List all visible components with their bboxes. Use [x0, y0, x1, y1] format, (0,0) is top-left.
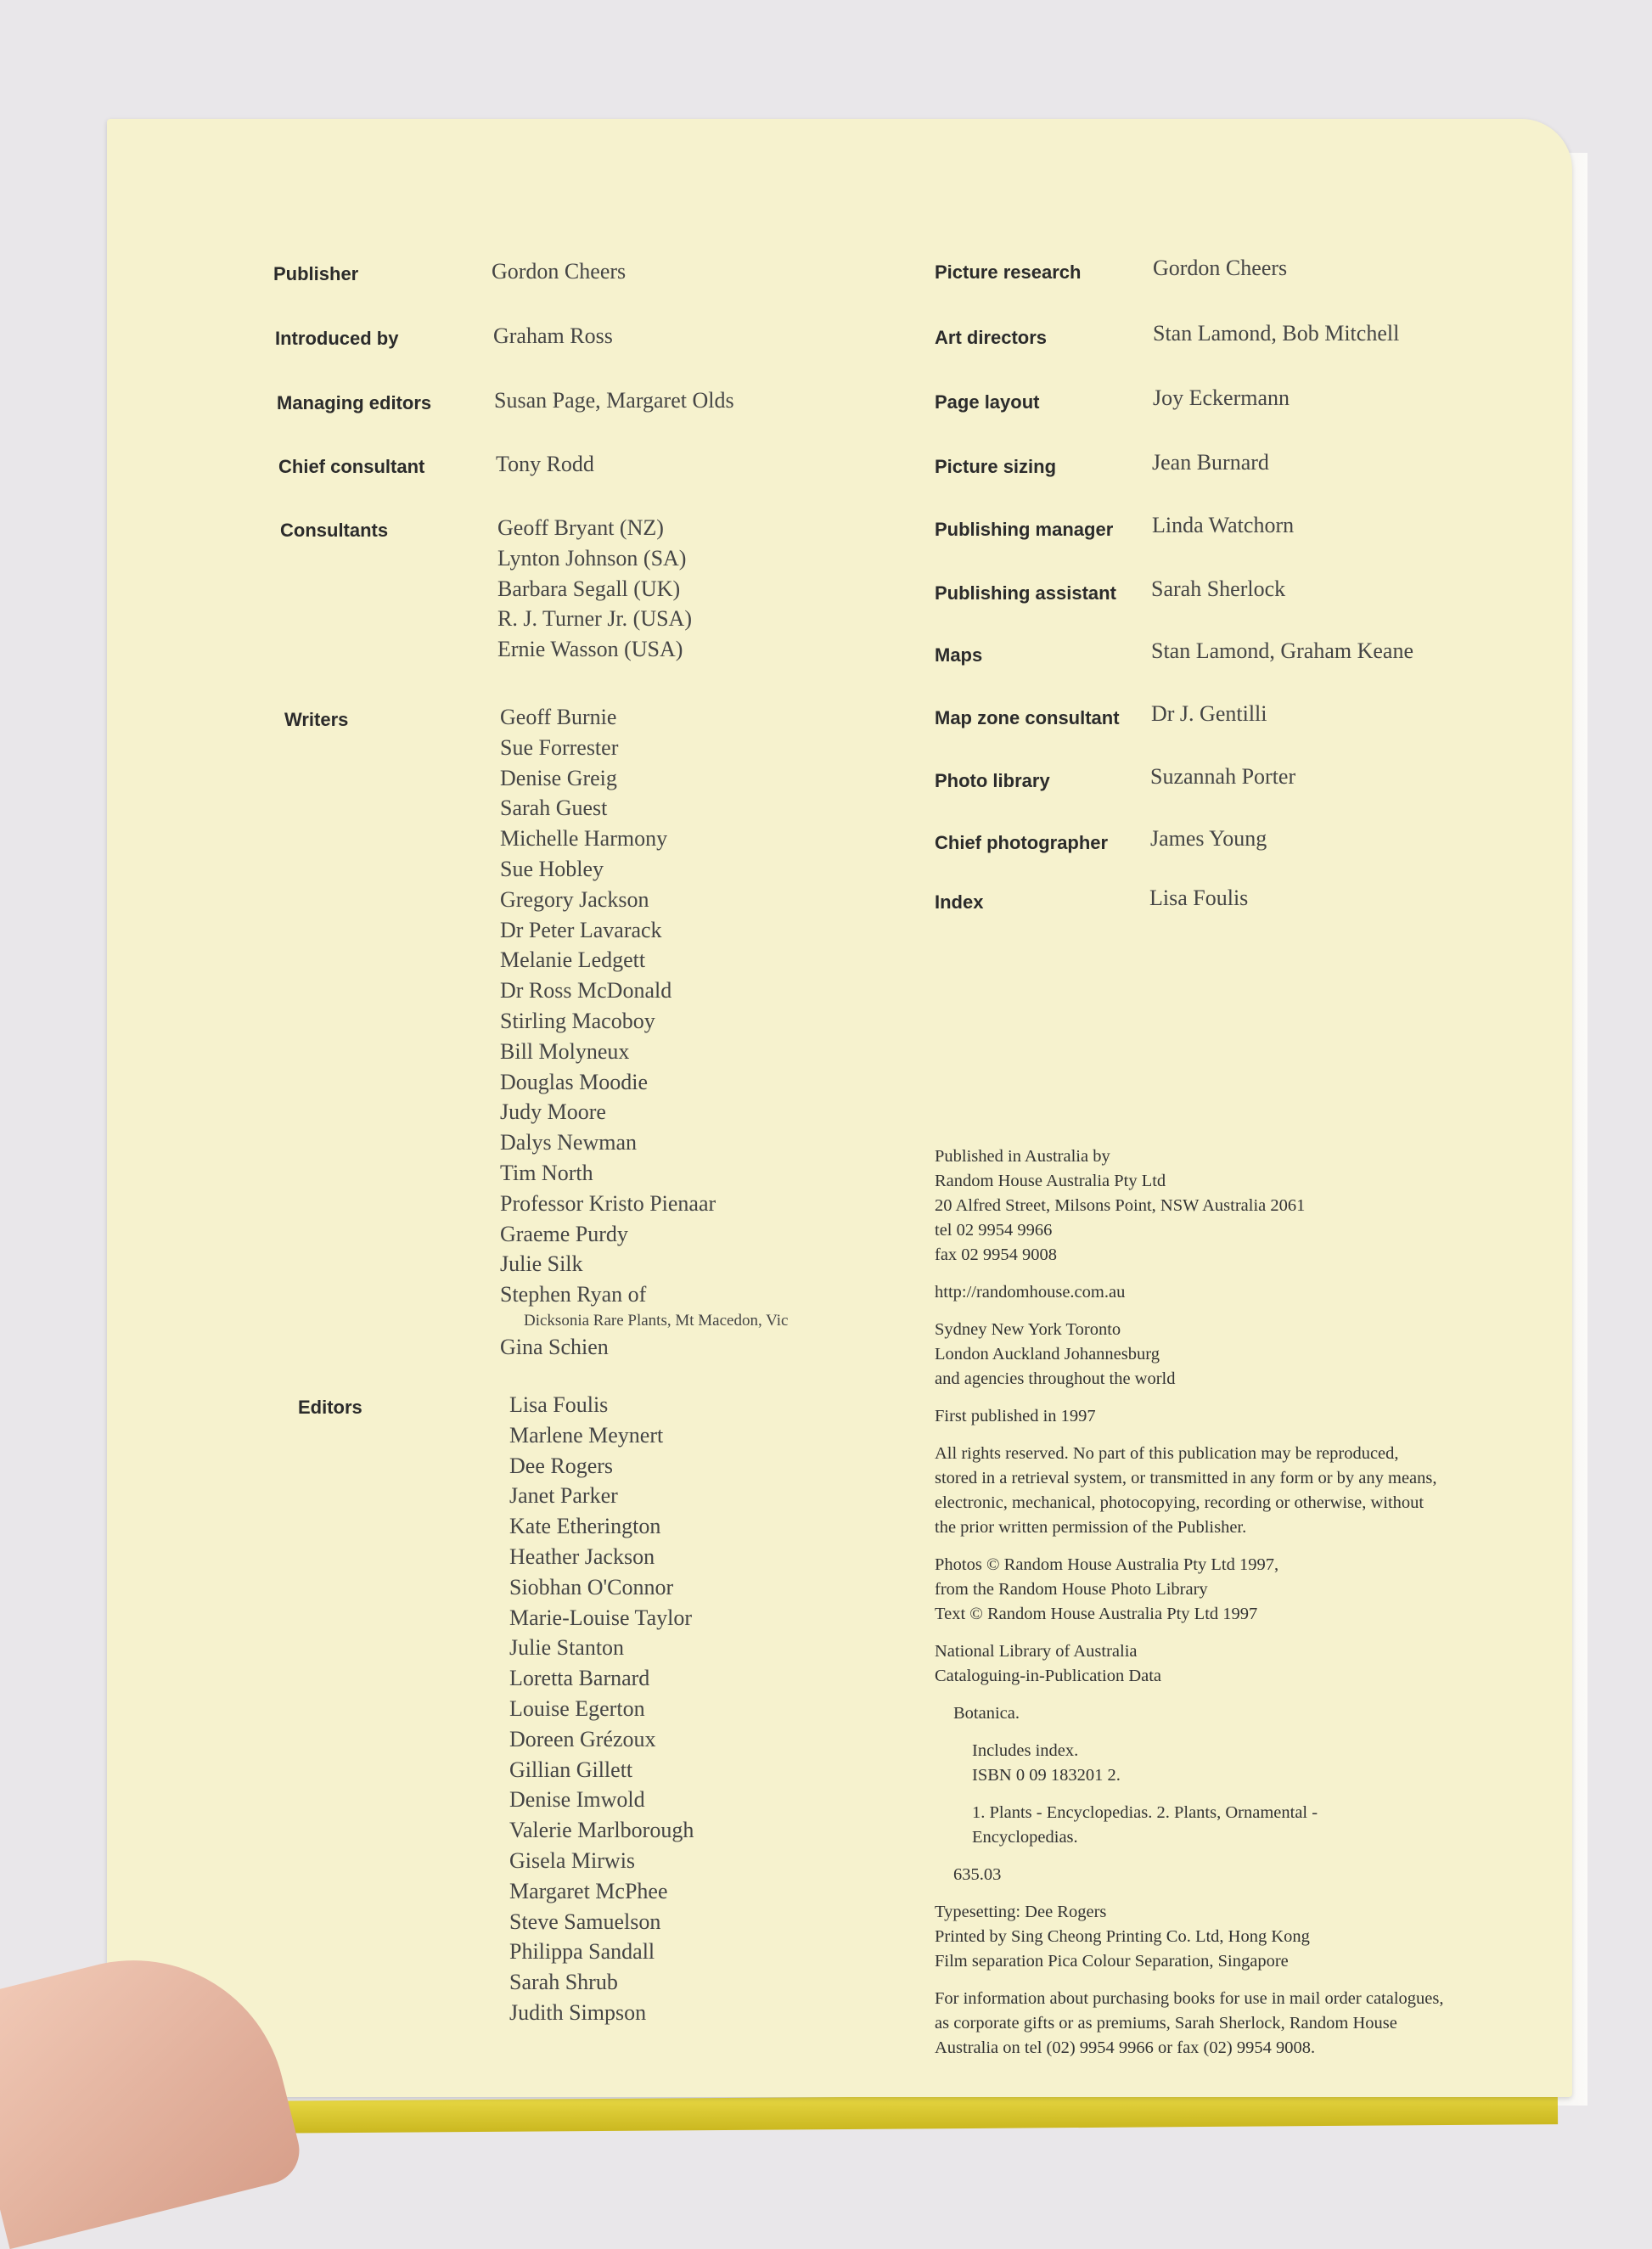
cip-classification: 635.03: [953, 1865, 1002, 1884]
cip-subjects: 1. Plants - Encyclopedias. 2. Plants, Ornamental - Encyclopedias.: [972, 1803, 1318, 1847]
credit-name: Gisela Mirwis: [509, 1847, 636, 1873]
credit-role: Publishing manager: [935, 519, 1114, 540]
credit-name: Lynton Johnson (SA): [497, 545, 687, 571]
credit-name: Doreen Grézoux: [509, 1726, 656, 1751]
credit-role: Art directors: [935, 327, 1048, 348]
credit-names: [493, 321, 613, 351]
credit-name: Dr J. Gentilli: [1151, 701, 1267, 726]
credit-name: Bill Molyneux: [500, 1038, 630, 1064]
credit-name: Marie-Louise Taylor: [509, 1605, 693, 1630]
credit-name: Gregory Jackson: [500, 886, 649, 912]
credit-names: [494, 385, 734, 416]
credit-name: Suzannah Porter: [1150, 764, 1296, 789]
credit-role: Picture sizing: [935, 456, 1057, 477]
credit-names: [1151, 574, 1285, 604]
production-credits: Typesetting: Dee Rogers Printed by Sing Cheong Printing Co. Ltd, Hong Kong Film separation Pica Colour Separation, Singapore: [935, 1903, 1310, 1971]
credit-name: Ernie Wasson (USA): [497, 637, 683, 662]
credit-name: Philippa Sandall: [509, 1939, 655, 1965]
credit-name: Heather Jackson: [509, 1543, 655, 1569]
credit-name: Gordon Cheers: [492, 259, 627, 284]
credit-name: Douglas Moodie: [500, 1069, 649, 1094]
credit-names: [500, 702, 788, 1363]
credit-role: Map zone consultant: [935, 707, 1120, 728]
publisher-cities: Sydney New York Toronto London Auckland Johannesburg and agencies throughout the world: [935, 1320, 1176, 1388]
credit-role: Picture research: [935, 261, 1082, 283]
credit-name: Stan Lamond, Graham Keane: [1151, 638, 1414, 663]
credit-role: Maps: [935, 644, 983, 666]
credit-name: Denise Imwold: [509, 1787, 645, 1813]
credit-name: Sarah Guest: [500, 796, 608, 821]
credit-name: Tony Rodd: [496, 452, 594, 476]
credit-names: [1152, 447, 1269, 478]
copyright-notice: Photos © Random House Australia Pty Ltd 1997, from the Random House Photo Library Text © Random House Australia Pty Ltd 1997: [935, 1555, 1279, 1623]
credit-name: Lisa Foulis: [509, 1392, 609, 1417]
credit-name: Gina Schien: [500, 1334, 609, 1359]
credit-name: Joy Eckermann: [1153, 385, 1290, 410]
credit-names: [1152, 510, 1294, 541]
credit-name: Dee Rogers: [509, 1453, 614, 1478]
credit-name: R. J. Turner Jr. (USA): [497, 606, 692, 632]
credit-name: Gillian Gillett: [509, 1757, 633, 1782]
credit-names: [1149, 883, 1248, 914]
credit-name: Sarah Shrub: [509, 1970, 618, 1995]
purchasing-info: For information about purchasing books for use in mail order catalogues, as corporate gifts or as premiums, Sarah Sherlock, Random House Australia on tel (02) 9954 9966 or fax (02) 9954 9008.: [935, 1989, 1444, 2057]
credit-names: [1151, 636, 1413, 666]
credit-name: Margaret McPhee: [509, 1878, 668, 1903]
credit-role: Chief consultant: [278, 456, 425, 477]
credit-name: Kate Etherington: [509, 1514, 661, 1539]
credit-names: [496, 449, 594, 480]
credit-name: Professor Kristo Pienaar: [500, 1190, 716, 1216]
credit-name: Graeme Purdy: [500, 1221, 628, 1246]
cip-title: Botanica.: [953, 1704, 1020, 1723]
credit-names: [1150, 762, 1295, 792]
credit-name: Marlene Meynert: [509, 1422, 664, 1448]
credit-name: Judith Simpson: [509, 1999, 647, 2025]
credit-name: Sue Forrester: [500, 734, 619, 760]
credit-name: Geoff Bryant (NZ): [497, 515, 664, 540]
credit-name: Valerie Marlborough: [509, 1818, 694, 1843]
credit-name: Linda Watchorn: [1152, 513, 1295, 537]
credit-name: Denise Greig: [500, 765, 617, 790]
credit-role: Introduced by: [275, 328, 399, 349]
credit-role: Chief photographer: [935, 832, 1109, 853]
credit-name: Siobhan O'Connor: [509, 1574, 674, 1600]
credit-name: Steve Samuelson: [509, 1909, 661, 1934]
publisher-address: Published in Australia by Random House Australia Pty Ltd 20 Alfred Street, Milsons Point, NSW Australia 2061 tel 02 9954 9966 fax 02 9954 9008: [935, 1147, 1306, 1264]
credit-name: Jean Burnard: [1152, 450, 1269, 475]
credit-names: [1153, 253, 1287, 284]
credit-note: Dicksonia Rare Plants, Mt Macedon, Vic: [524, 1311, 789, 1330]
credit-role: Managing editors: [277, 392, 432, 413]
credit-name: Dalys Newman: [500, 1130, 638, 1155]
credit-name: Sue Hobley: [500, 856, 604, 881]
credit-names: [497, 513, 692, 665]
credit-name: James Young: [1150, 826, 1267, 851]
credit-name: Geoff Burnie: [500, 705, 617, 729]
credit-names: [1153, 383, 1290, 413]
credit-role: Publishing assistant: [935, 582, 1116, 604]
credit-name: Stephen Ryan of: [500, 1282, 647, 1307]
credit-name: Janet Parker: [509, 1483, 618, 1509]
nla-heading: National Library of Australia Cataloguing-in-Publication Data: [935, 1642, 1162, 1685]
credit-names: [1150, 824, 1267, 854]
credit-name: Gordon Cheers: [1153, 256, 1288, 280]
credit-name: Stan Lamond, Bob Mitchell: [1153, 321, 1400, 346]
credit-names: [492, 256, 626, 287]
credit-name: Stirling Macoboy: [500, 1008, 655, 1033]
credit-role: Index: [935, 891, 984, 913]
credit-name: Tim North: [500, 1160, 593, 1185]
credit-name: Graham Ross: [493, 323, 613, 348]
first-published: First published in 1997: [935, 1407, 1096, 1425]
credit-name: Barbara Segall (UK): [497, 576, 681, 601]
credit-role: Publisher: [273, 263, 359, 284]
credit-name: Dr Ross McDonald: [500, 978, 672, 1004]
credit-name: Julie Stanton: [509, 1635, 625, 1661]
credit-name: Julie Silk: [500, 1251, 583, 1277]
credit-name: Loretta Barnard: [509, 1666, 650, 1691]
credit-name: Judy Moore: [500, 1099, 606, 1125]
credit-name: Susan Page, Margaret Olds: [494, 388, 734, 413]
credit-name: Lisa Foulis: [1149, 886, 1249, 910]
credit-role: Writers: [284, 709, 349, 730]
rights-statement: All rights reserved. No part of this publication may be reproduced, stored in a retrieval system, or transmitted in any form or by any means, electronic, mechanical, photocopying, recording or otherwise, without the prior written permission of the Publisher.: [935, 1444, 1437, 1537]
publication-details: [935, 1144, 1444, 2073]
website-link: http://randomhouse.com.au: [935, 1283, 1126, 1302]
credit-name: Dr Peter Lavarack: [500, 917, 662, 942]
book-cover-edge: [127, 2092, 1558, 2134]
credit-names: [1151, 699, 1267, 729]
book-page: [107, 119, 1572, 2097]
credit-name: Melanie Ledgett: [500, 947, 646, 973]
credit-name: Michelle Harmony: [500, 826, 668, 852]
credit-names: [1153, 318, 1399, 349]
cip-index: Includes index. ISBN 0 09 183201 2.: [972, 1741, 1121, 1785]
credit-role: Page layout: [935, 391, 1040, 413]
credit-name: Louise Egerton: [509, 1695, 645, 1721]
credit-role: Photo library: [935, 770, 1050, 791]
credit-role: Consultants: [280, 520, 389, 541]
credit-names: [509, 1390, 694, 2028]
credit-name: Sarah Sherlock: [1151, 576, 1286, 601]
credit-role: Editors: [298, 1397, 362, 1418]
